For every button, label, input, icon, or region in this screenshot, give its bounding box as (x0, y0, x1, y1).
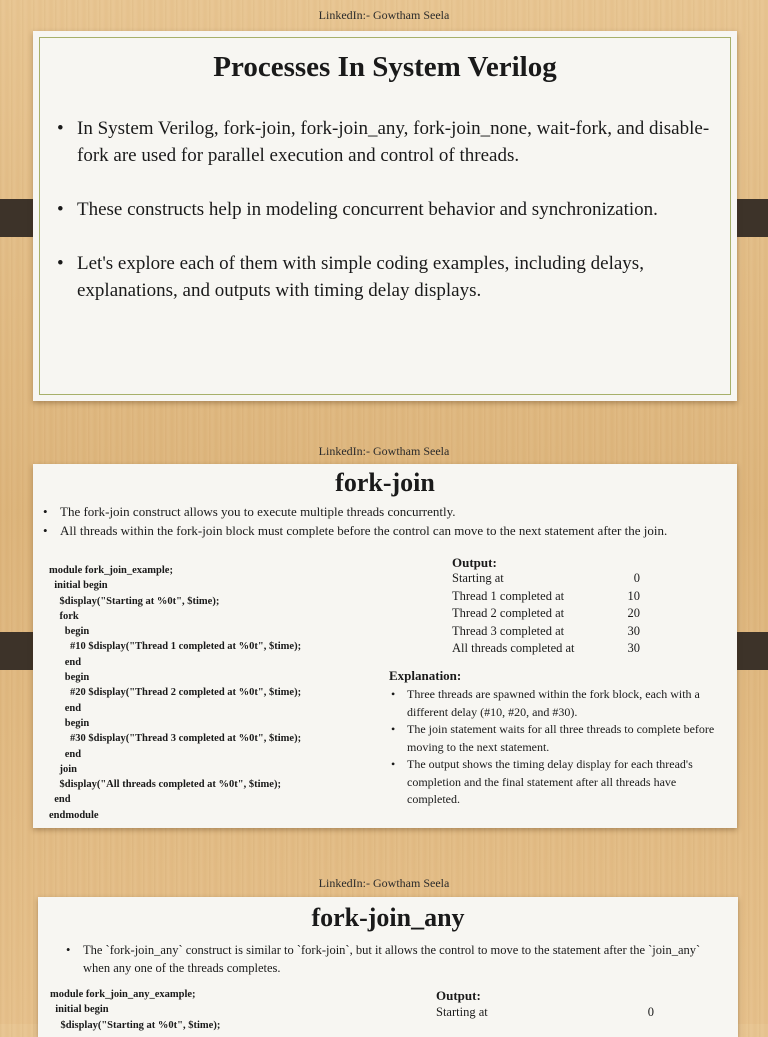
output-heading: Output: (436, 988, 481, 1003)
explanation-item: • Three threads are spawned within the fork block, each with a different delay (#10, #20, and #30). (389, 686, 719, 721)
explanation-list (389, 686, 719, 809)
output-heading: Output: (452, 555, 497, 570)
output-label: Thread 3 completed at (452, 623, 565, 638)
output-label: Thread 1 completed at (452, 588, 565, 603)
slide-fork-join-any (38, 897, 738, 1037)
output-row (452, 640, 640, 658)
slide-fork-join (33, 464, 737, 828)
output-label: All threads completed at (452, 641, 575, 656)
slide-title: Processes In System Verilog (213, 51, 557, 83)
output-value: 10 (627, 588, 640, 603)
intro-item: • All threads within the fork-join block must complete before the control can move to the next statement after the join. (41, 521, 725, 540)
bullet-item: • These constructs help in modeling concurrent behavior and synchronization. (57, 196, 723, 223)
intro-item: • The fork-join construct allows you to execute multiple threads concurrently. (41, 502, 725, 521)
explanation-item: • The output shows the timing delay display for each thread's completion and the final statement after all threads have completed. (389, 756, 719, 809)
output-value: 0 (633, 571, 640, 586)
page-header-3: LinkedIn:- Gowtham Seela (318, 876, 450, 890)
output-value: 20 (627, 606, 640, 621)
output-value: 30 (627, 623, 640, 638)
code-block: module fork_join_any_example; initial begin $display("Starting at %0t", $time); (50, 989, 221, 1031)
explanation-heading: Explanation: (389, 668, 462, 683)
output-row (436, 1004, 654, 1022)
slide-processes (33, 31, 737, 401)
page-header-1: LinkedIn:- Gowtham Seela (318, 8, 450, 22)
output-table (436, 1004, 654, 1022)
output-table (452, 570, 640, 658)
output-value: 30 (627, 641, 640, 656)
output-label: Starting at (452, 571, 504, 586)
explanation-item: • The join statement waits for all three threads to complete before moving to the next statement. (389, 721, 719, 756)
bullet-item: • In System Verilog, fork-join, fork-join_any, fork-join_none, wait-fork, and disable-fork are used for parallel execution and control of threads. (57, 115, 723, 169)
intro-item: • The `fork-join_any` construct is similar to `fork-join`, but it allows the control to move to the statement after the `join_any` when any one of the threads completes. (64, 941, 718, 977)
output-row (452, 605, 640, 623)
page-header-2: LinkedIn:- Gowtham Seela (318, 444, 450, 458)
bullet-item: • Let's explore each of them with simple coding examples, including delays, explanations, and outputs with timing delay displays. (57, 250, 723, 304)
output-value: 0 (647, 1005, 654, 1020)
output-label: Starting at (436, 1005, 488, 1020)
slide-title: fork-join_any (311, 903, 465, 932)
output-label: Thread 2 completed at (452, 606, 565, 621)
code-block: module fork_join_example; initial begin $display("Starting at %0t", $time); fork begin #10 $display("Thread 1 completed at %0t", $time); end begin #20 $display("Thread 2 completed at %0t", $time); end begin #30 $display("Thread 3 completed at %0t", $time); end join $display("All threads completed at %0t", $time); end endmodule (49, 565, 302, 821)
intro-list (64, 941, 718, 977)
slide-title: fork-join (335, 468, 435, 497)
bullet-list (57, 115, 723, 331)
output-row (452, 570, 640, 588)
output-row (452, 623, 640, 641)
intro-list (41, 502, 725, 540)
output-row (452, 588, 640, 606)
